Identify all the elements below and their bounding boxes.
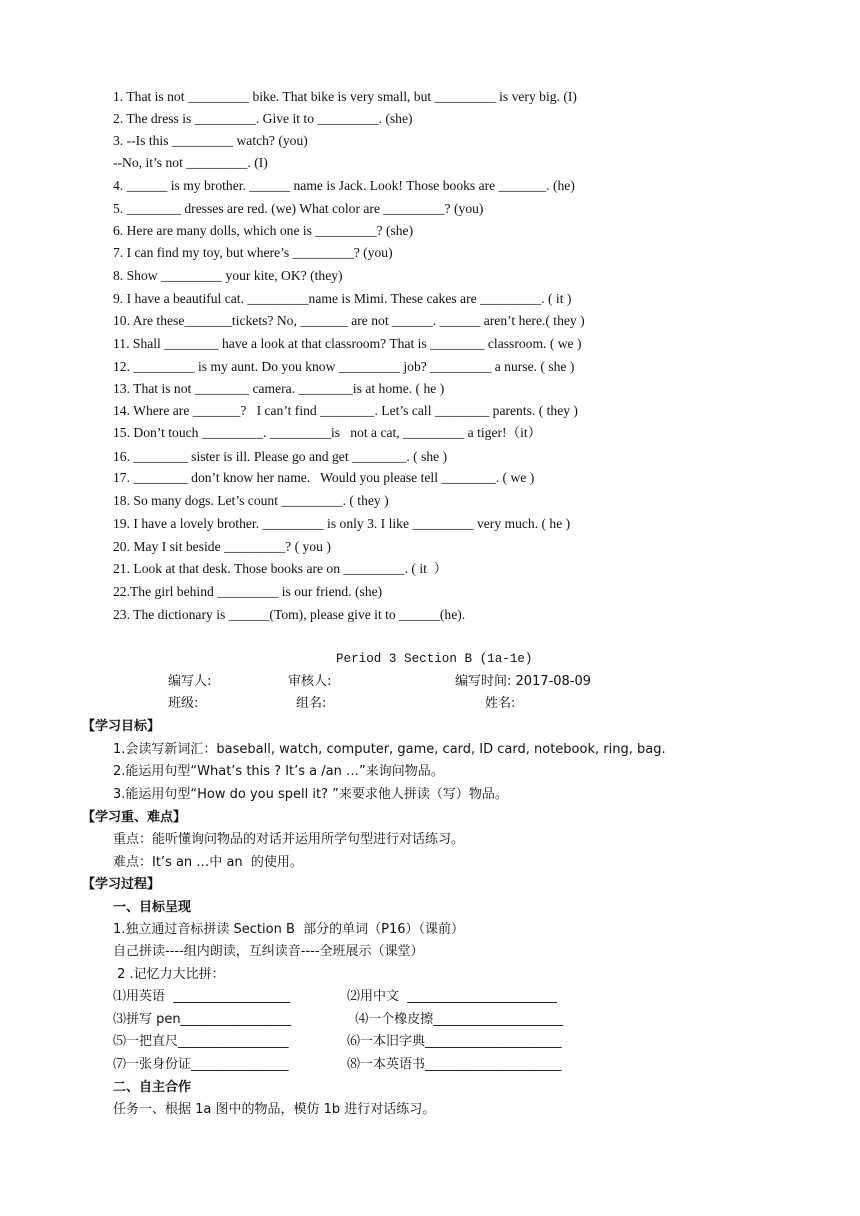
exercise-line: 15. Don’t touch _________. _________is not a cat, _________ a tiger!（it） xyxy=(113,425,542,440)
step-one-b: 自己拼读----组内朗读，互纠读音----全班展示（课堂） xyxy=(113,944,424,959)
process-heading: 【学习过程】 xyxy=(82,877,161,892)
exercise-line: 22.The girl behind _________ is our friend. (she) xyxy=(113,584,383,599)
class-label: 班级: xyxy=(168,696,199,711)
goal-item: 1.会读写新词汇：baseball, watch, computer, game, card, ID card, notebook, ring, bag. xyxy=(113,742,666,757)
section-one-title: 一、目标呈现 xyxy=(113,900,192,915)
exercise-line: 8. Show _________ your kite, OK? (they) xyxy=(113,268,343,283)
memory-item: ⑺一张身份证_______________ xyxy=(113,1057,289,1072)
writer-label: 编写人: xyxy=(168,674,212,689)
reviewer-label: 审核人: xyxy=(288,674,332,689)
step-one: 1.独立通过音标拼读 Section B 部分的单词（P16）（课前） xyxy=(113,922,465,937)
exercise-line: 13. That is not ________ camera. ________is at home. ( he ) xyxy=(113,381,445,396)
goals-heading: 【学习目标】 xyxy=(82,719,161,734)
exercise-line: 18. So many dogs. Let’s count _________. ( they ) xyxy=(113,493,389,508)
exercise-line: 20. May I sit beside _________? ( you ) xyxy=(113,539,331,554)
exercise-line: 4. ______ is my brother. ______ name is Jack. Look! Those books are _______. (he) xyxy=(113,178,575,193)
exercise-line: 19. I have a lovely brother. _________ is only 3. I like _________ very much. ( he ) xyxy=(113,516,571,531)
task-one: 任务一、根据 1a 图中的物品，模仿 1b 进行对话练习。 xyxy=(113,1102,436,1117)
memory-item: ⑴用英语 __________________ xyxy=(113,989,291,1004)
exercise-line: 12. _________ is my aunt. Do you know _________ job? _________ a nurse. ( she ) xyxy=(113,359,575,374)
exercise-line: 11. Shall ________ have a look at that classroom? That is ________ classroom. ( we ) xyxy=(113,336,582,351)
group-label: 组名: xyxy=(296,696,327,711)
exercise-line: 21. Look at that desk. Those books are on _________. ( it ） xyxy=(113,561,448,576)
exercise-line: 14. Where are _______? I can’t find ________. Let’s call ________ parents. ( they ) xyxy=(113,403,578,418)
memory-item: ⑻一本英语书_____________________ xyxy=(347,1057,562,1072)
memory-item: ⑹一本旧字典_____________________ xyxy=(347,1034,562,1049)
exercise-line: 1. That is not _________ bike. That bike is very small, but _________ is very big. (I) xyxy=(113,89,577,104)
exercise-line: 7. I can find my toy, but where’s _________? (you) xyxy=(113,245,393,260)
exercise-line: --No, it’s not _________. (I) xyxy=(113,155,268,170)
exercise-line: 6. Here are many dolls, which one is _________? (she) xyxy=(113,223,414,238)
exercise-line: 9. I have a beautiful cat. _________name is Mimi. These cakes are _________. ( it ) xyxy=(113,291,572,306)
exercise-line: 3. --Is this _________ watch? (you) xyxy=(113,133,308,148)
exercise-line: 17. ________ don’t know her name. Would you please tell ________. ( we ) xyxy=(113,470,535,485)
memory-item: ⑸一把直尺_________________ xyxy=(113,1034,289,1049)
keypoints-heading: 【学习重、难点】 xyxy=(82,810,187,825)
exercise-line: 16. ________ sister is ill. Please go and get ________. ( she ) xyxy=(113,449,448,464)
goal-item: 3.能运用句型“How do you spell it? ”来要求他人拼读（写）物品。 xyxy=(113,787,508,802)
name-label: 姓名: xyxy=(485,696,516,711)
focus-text: 重点：能听懂询问物品的对话并运用所学句型进行对话练习。 xyxy=(113,832,465,847)
date-label: 编写时间: 2017-08-09 xyxy=(455,674,592,689)
goal-item: 2.能运用句型“What’s this ? It’s a /an …”来询问物品。 xyxy=(113,764,444,779)
memory-item: ⑷一个橡皮擦____________________ xyxy=(347,1012,564,1027)
memory-item: ⑵用中文 _______________________ xyxy=(347,989,557,1004)
exercise-line: 2. The dress is _________. Give it to _________. (she) xyxy=(113,111,413,126)
memory-item: ⑶拼写 pen_________________ xyxy=(113,1012,292,1027)
step-two: 2 .记忆力大比拼： xyxy=(113,967,225,982)
period-title: Period 3 Section B (1a-1e) xyxy=(336,652,533,666)
section-two-title: 二、自主合作 xyxy=(113,1080,192,1095)
difficulty-text: 难点：It’s an …中 an 的使用。 xyxy=(113,855,303,870)
exercise-line: 23. The dictionary is ______(Tom), please give it to ______(he). xyxy=(113,607,466,622)
exercise-line: 5. ________ dresses are red. (we) What color are _________? (you) xyxy=(113,201,484,216)
exercise-line: 10. Are these_______tickets? No, _______ are not ______. ______ aren’t here.( they ) xyxy=(113,313,585,328)
